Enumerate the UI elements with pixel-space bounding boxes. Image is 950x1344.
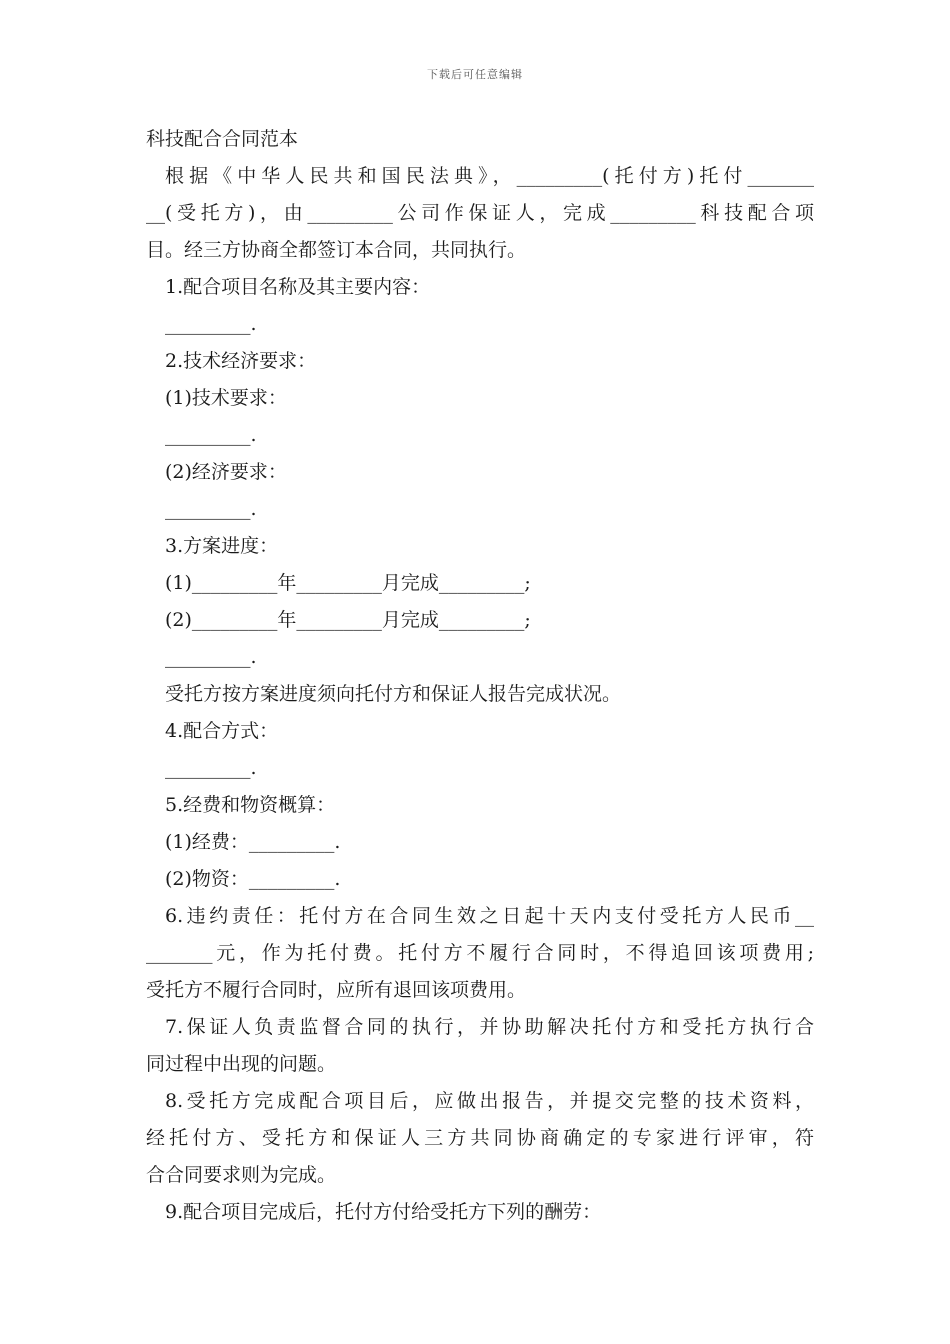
document-line: (1)技术要求： [165,387,287,409]
document-line: 目。经三方协商全都签订本合同，共同执行。 [146,239,527,261]
document-line: 7.保证人负责监督合同的执行，并协助解决托付方和受托方执行合 [165,1016,814,1038]
document-line: (2)_________年_________月完成_________; [165,609,531,631]
document-line: _______元，作为托付费。托付方不履行合同时，不得追回该项费用; [146,942,814,964]
document-line: 合合同要求则为完成。 [146,1164,337,1186]
document-line: __(受托方)，由_________公司作保证人，完成_________科技配合项 [146,202,814,224]
document-line: (2)经济要求： [165,461,287,483]
document-line: _________. [165,424,257,446]
document-line: _________. [165,757,257,779]
document-line: 3.方案进度： [165,535,279,557]
document-line: 5.经费和物资概算： [165,794,336,816]
document-line: 经托付方、受托方和保证人三方共同协商确定的专家进行评审，符 [146,1127,814,1149]
document-lines [146,158,814,1231]
document-line: 2.技术经济要求： [165,350,317,372]
document-body [146,121,814,1231]
page-header: 下载后可任意编辑 [427,68,523,81]
document-line: 根据《中华人民共和国民法典》，_________(托付方)托付_______ [165,165,814,187]
document-line: (1)_________年_________月完成_________; [165,572,531,594]
document-line: _________. [165,646,257,668]
document-line: _________. [165,313,257,335]
document-title: 科技配合合同范本 [146,128,299,150]
document-line: 1.配合项目名称及其主要内容： [165,276,431,298]
document-line: 8.受托方完成配合项目后，应做出报告，并提交完整的技术资料， [165,1090,814,1112]
document-line: 6.违约责任：托付方在合同生效之日起十天内支付受托方人民币__ [165,905,814,927]
document-line: 4.配合方式： [165,720,279,742]
document-line: (2)物资：_________. [165,868,341,890]
document-line: 同过程中出现的问题。 [146,1053,337,1075]
document-line: 受托方按方案进度须向托付方和保证人报告完成状况。 [165,683,622,705]
document-line: (1)经费：_________. [165,831,341,853]
document-line: 受托方不履行合同时，应所有退回该项费用。 [146,979,527,1001]
document-line: 9.配合项目完成后，托付方付给受托方下列的酬劳： [165,1201,602,1223]
document-line: _________. [165,498,257,520]
